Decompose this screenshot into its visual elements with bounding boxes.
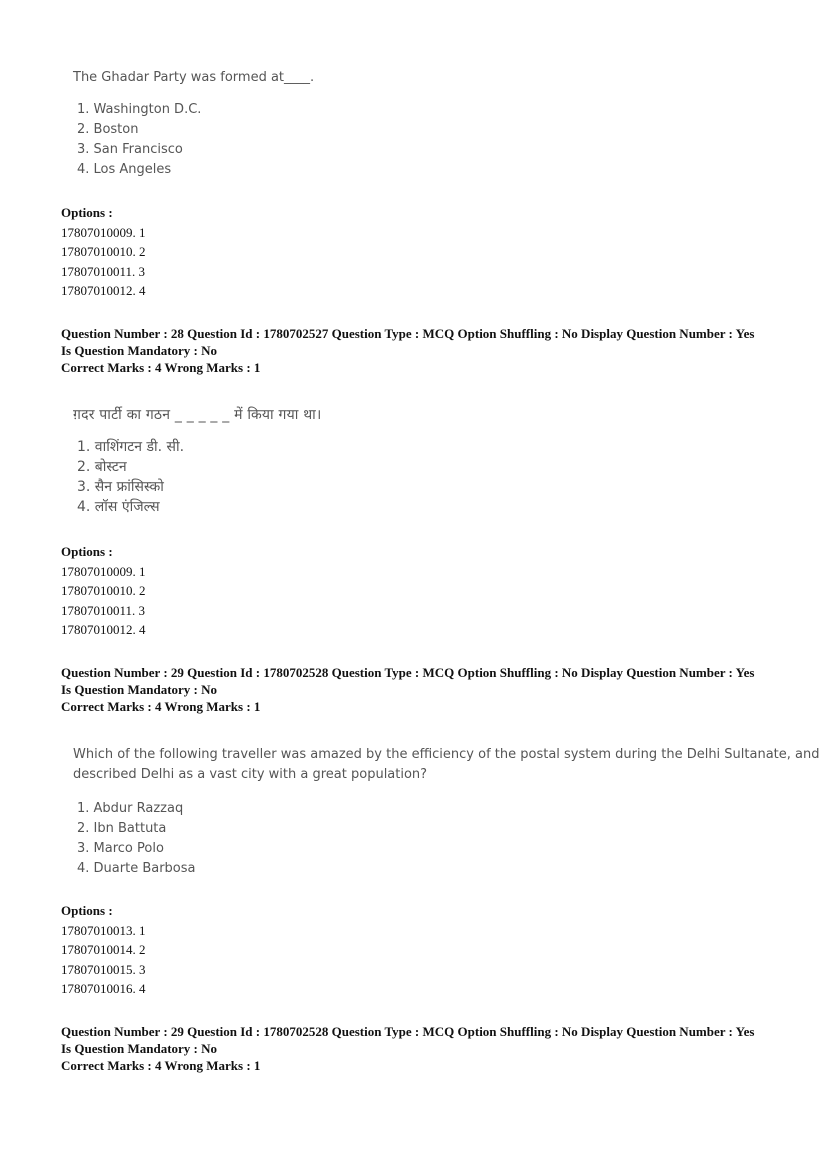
option-id: 17807010009. 1 xyxy=(61,563,146,579)
options-block xyxy=(61,901,146,999)
question-meta-line: Question Number : 28 Question Id : 1780702527 Question Type : MCQ Option Shuffling : No Display Question Number : Yes xyxy=(61,326,755,341)
choice-list xyxy=(73,799,820,879)
question-text: ग़दर पार्टी का गठन _ _ _ _ _ में किया गया था। xyxy=(73,407,322,423)
question-meta-29 xyxy=(61,664,781,715)
options-block xyxy=(61,203,146,301)
question-text: The Ghadar Party was formed at____. xyxy=(73,70,315,85)
options-label: Options : xyxy=(61,544,113,559)
question-meta-line: Question Number : 29 Question Id : 1780702528 Question Type : MCQ Option Shuffling : No Display Question Number : Yes xyxy=(61,665,755,680)
question-text xyxy=(73,745,820,785)
option-id: 17807010012. 4 xyxy=(61,622,146,637)
option-id: 17807010011. 3 xyxy=(61,263,146,279)
choice-item: 3. Marco Polo xyxy=(77,841,164,856)
question-image-ghadar-en xyxy=(73,68,314,180)
choice-item: 2. बोस्टन xyxy=(77,459,127,475)
choice-item: 2. Boston xyxy=(77,122,139,137)
choice-item: 3. सैन फ्रांसिस्को xyxy=(77,479,164,495)
option-id: 17807010014. 2 xyxy=(61,942,146,957)
options-label: Options : xyxy=(61,903,113,918)
option-id: 17807010010. 2 xyxy=(61,583,146,598)
question-meta-line: Correct Marks : 4 Wrong Marks : 1 xyxy=(61,360,261,375)
question-meta-line: Correct Marks : 4 Wrong Marks : 1 xyxy=(61,699,261,714)
option-id: 17807010015. 3 xyxy=(61,961,146,977)
question-meta-line: Question Number : 29 Question Id : 1780702528 Question Type : MCQ Option Shuffling : No Display Question Number : Yes xyxy=(61,1024,755,1039)
question-meta-line: Is Question Mandatory : No xyxy=(61,682,218,697)
option-id: 17807010011. 3 xyxy=(61,602,146,618)
choice-item: 1. वाशिंगटन डी. सी. xyxy=(77,439,185,455)
choice-item: 3. San Francisco xyxy=(77,142,183,157)
option-id: 17807010009. 1 xyxy=(61,224,146,240)
question-meta-line: Correct Marks : 4 Wrong Marks : 1 xyxy=(61,1058,261,1073)
choice-item: 1. Washington D.C. xyxy=(77,102,202,117)
question-meta-line: Is Question Mandatory : No xyxy=(61,343,218,358)
choice-item: 1. Abdur Razzaq xyxy=(77,801,184,816)
option-id: 17807010016. 4 xyxy=(61,981,146,996)
question-text-line: described Delhi as a vast city with a great population? xyxy=(73,767,428,782)
question-text-line: Which of the following traveller was amazed by the efficiency of the postal system during the Delhi Sultanate, and xyxy=(73,747,820,762)
choice-item: 4. Duarte Barbosa xyxy=(77,861,196,876)
choice-item: 4. लॉस एंजिल्स xyxy=(77,499,160,515)
option-id: 17807010010. 2 xyxy=(61,244,146,259)
question-image-ghadar-hi xyxy=(73,405,321,517)
choice-list xyxy=(73,437,321,517)
question-image-traveller-en xyxy=(73,745,820,879)
option-id: 17807010013. 1 xyxy=(61,922,146,938)
option-id: 17807010012. 4 xyxy=(61,283,146,298)
question-meta-29-hi xyxy=(61,1023,781,1074)
choice-item: 4. Los Angeles xyxy=(77,162,172,177)
question-meta-28 xyxy=(61,325,781,376)
choice-list xyxy=(73,100,314,180)
question-meta-line: Is Question Mandatory : No xyxy=(61,1041,218,1056)
options-block xyxy=(61,542,146,640)
options-label: Options : xyxy=(61,205,113,220)
choice-item: 2. Ibn Battuta xyxy=(77,821,167,836)
